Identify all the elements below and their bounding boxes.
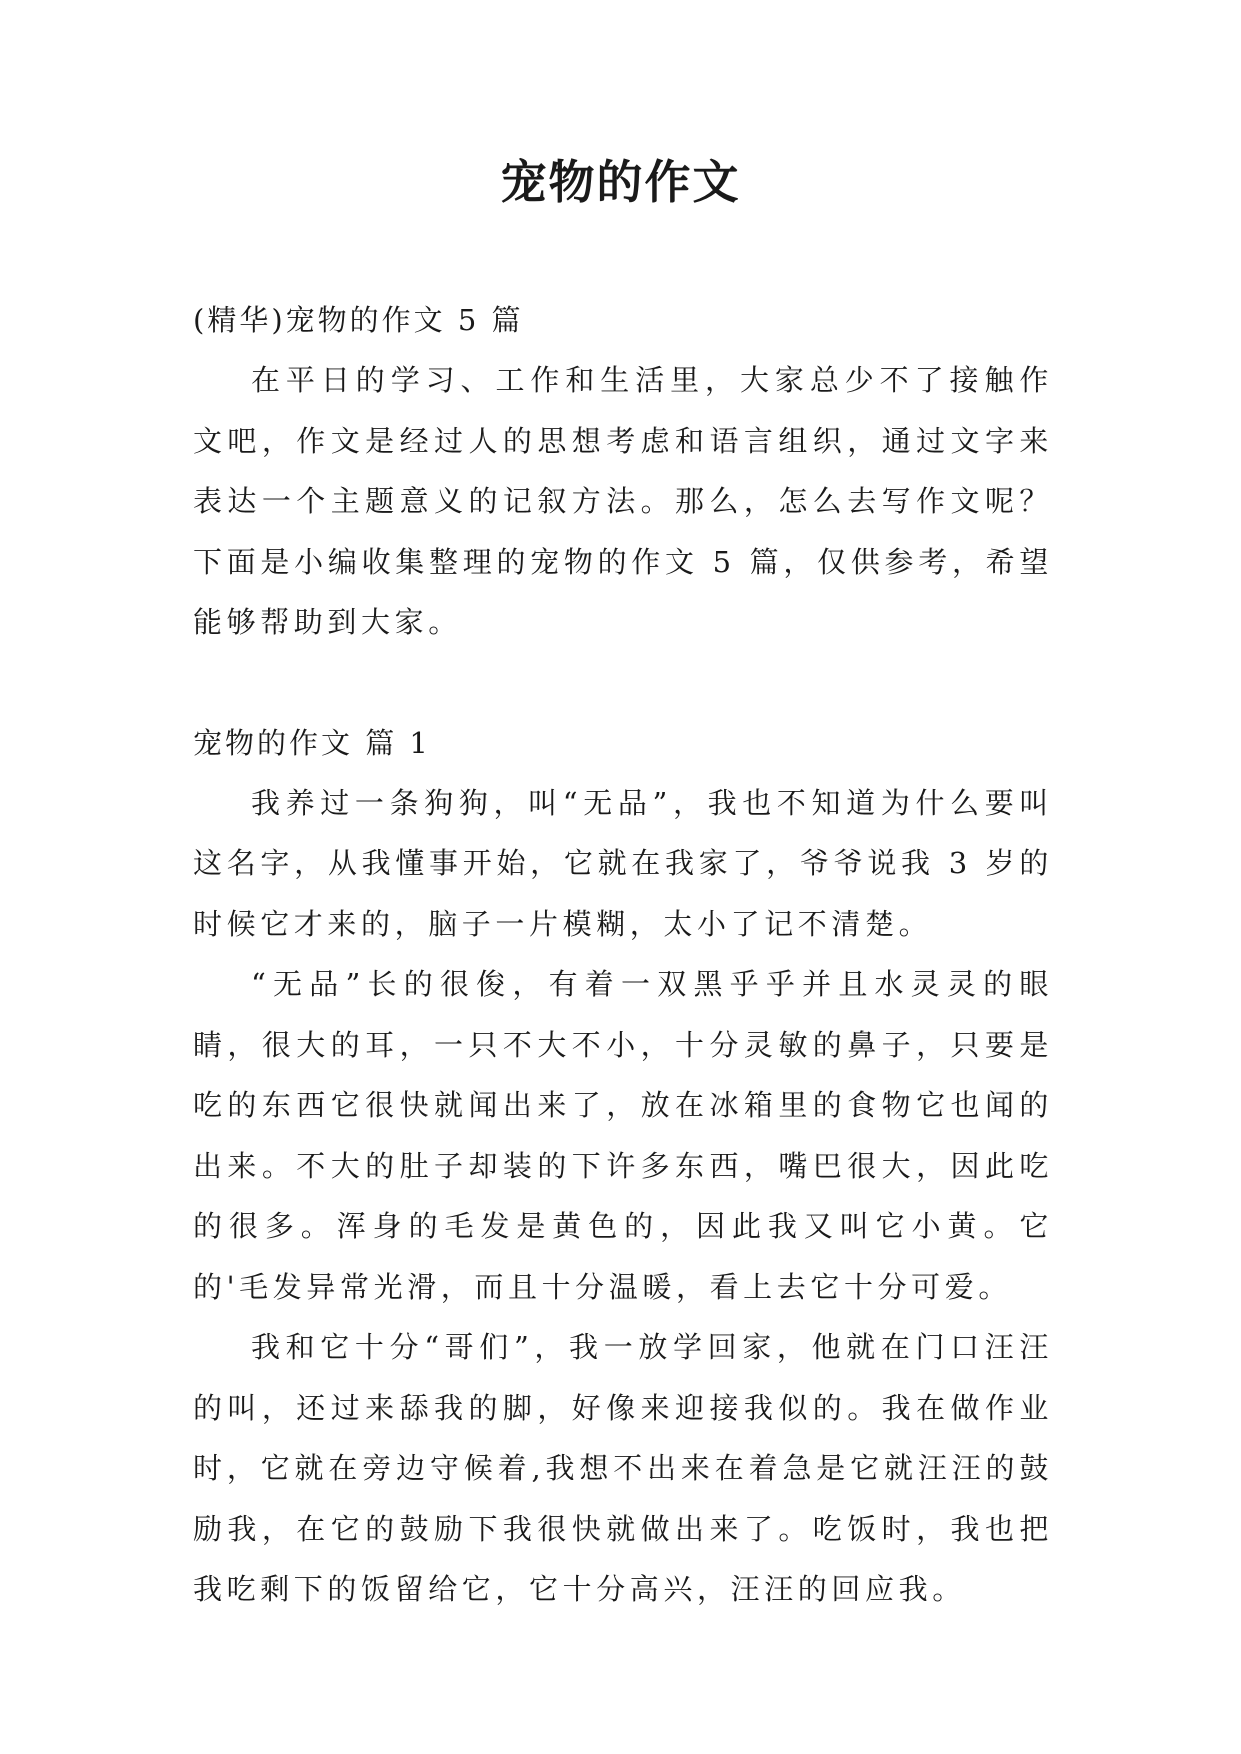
body-paragraph-3: 我和它十分“哥们”，我一放学回家，他就在门口汪汪的叫，还过来舔我的脚，好像来迎接我似的。我在做作业时，它就在旁边守候着,我想不出来在着急是它就汪汪的鼓励我，在它的鼓励下我很快就做出来了。吃饭时，我也把我吃剩下的饭留给它，它十分高兴，汪汪的回应我。: [193, 1330, 1053, 1606]
document-body: [193, 290, 1053, 1620]
body-paragraph-2: “无品”长的很俊，有着一双黑乎乎并且水灵灵的眼睛，很大的耳，一只不大不小，十分灵敏的鼻子，只要是吃的东西它很快就闻出来了，放在冰箱里的食物它也闻的出来。不大的肚子却装的下许多东西，嘴巴很大，因此吃的很多。浑身的毛发是黄色的，因此我又叫它小黄。它的'毛发异常光滑，而且十分温暖，看上去它十分可爱。: [193, 967, 1053, 1304]
section-heading: 宠物的作文 篇 1: [193, 725, 431, 760]
document-title: 宠物的作文: [500, 155, 741, 209]
document-subtitle: (精华)宠物的作文 5 篇: [193, 303, 524, 337]
section-spacer: [193, 653, 1053, 713]
intro-paragraph: 在平日的学习、工作和生活里，大家总少不了接触作文吧，作文是经过人的思想考虑和语言组织，通过文字来表达一个主题意义的记叙方法。那么，怎么去写作文呢？下面是小编收集整理的宠物的作文 5 篇，仅供参考，希望能够帮助到大家。: [193, 363, 1053, 639]
body-paragraph-1: 我养过一条狗狗，叫“无品”，我也不知道为什么要叫这名字，从我懂事开始，它就在我家了，爷爷说我 3 岁的时候它才来的，脑子一片模糊，太小了记不清楚。: [193, 785, 1053, 941]
